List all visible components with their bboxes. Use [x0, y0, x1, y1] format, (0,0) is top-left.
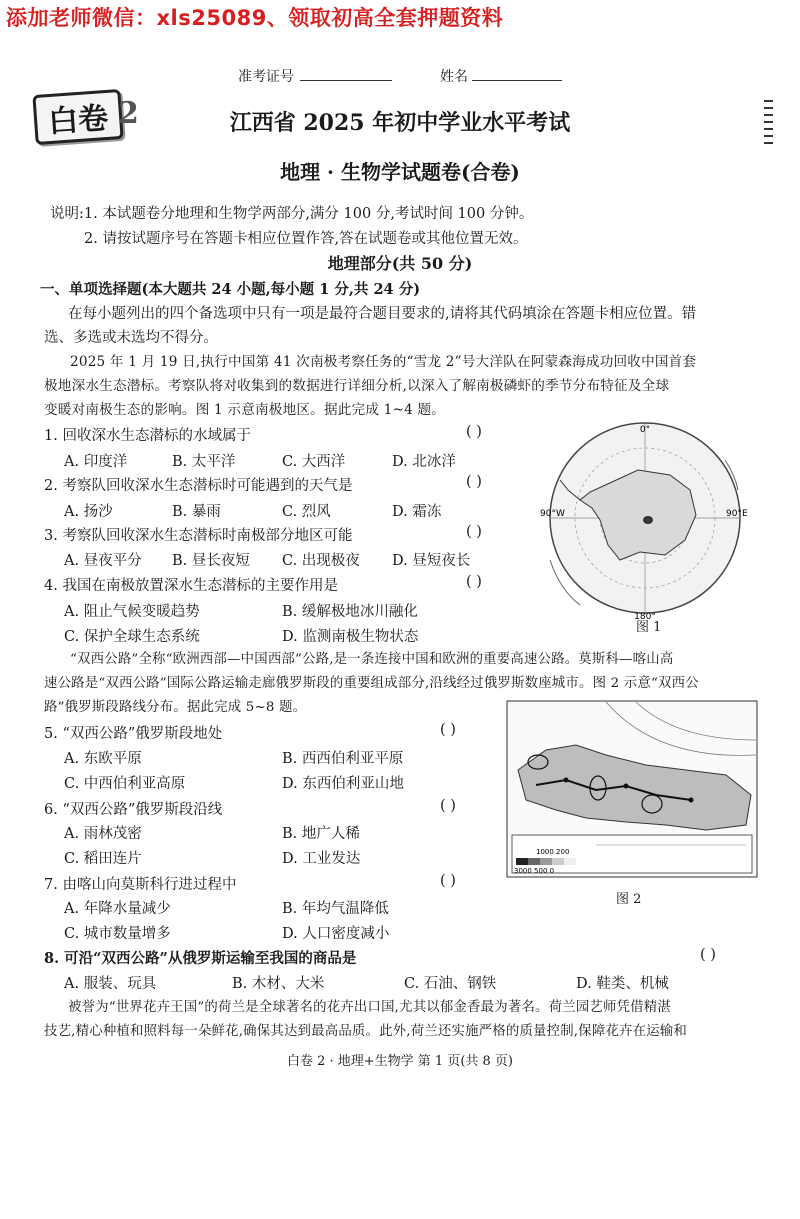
q4-option-b: B. 缓解极地冰川融化 — [282, 604, 418, 620]
figure-2-russia-route-map — [506, 700, 758, 878]
q5-option-a: A. 东欧平原 — [64, 751, 142, 767]
q2-answer-paren: ( ) — [466, 474, 482, 490]
passage2-line-2: 速公路是“双西公路”国际公路运输走廊俄罗斯段的重要组成部分,沿线经过俄罗斯数座城市。图 2 示意“双西公 — [44, 676, 699, 691]
paper-badge-number: 2 — [118, 96, 139, 131]
q3-answer-paren: ( ) — [466, 524, 482, 540]
page-footer: 白卷 2 · 地理+生物学 第 1 页(共 8 页) — [286, 1054, 514, 1069]
q6-option-b: B. 地广人稀 — [282, 826, 360, 842]
q7-answer-paren: ( ) — [440, 873, 456, 889]
q5-option-c: C. 中西伯利亚高原 — [64, 776, 186, 792]
q3-option-d: D. 昼短夜长 — [392, 553, 471, 569]
candidate-id-label: 准考证号 — [238, 69, 294, 85]
figure-1-caption: 图 1 — [636, 620, 662, 635]
passage3-line-1: 被誉为“世界花卉王国”的荷兰是全球著名的花卉出口国,尤其以郁金香最为著名。荷兰园艺师凭借精湛 — [68, 1000, 671, 1015]
note-line-1: 说明:1. 本试题卷分地理和生物学两部分,满分 100 分,考试时间 100 分钟。 — [50, 206, 534, 222]
q2-option-a: A. 扬沙 — [64, 504, 113, 520]
fig1-label-90e: 90°E — [726, 509, 748, 519]
q1-option-b: B. 太平洋 — [172, 454, 236, 470]
passage3-line-2: 技艺,精心种植和照料每一朵鲜花,确保其达到最高品质。此外,荷兰还实施严格的质量控制,保障花卉在运输和 — [44, 1024, 687, 1039]
q4-answer-paren: ( ) — [466, 574, 482, 590]
candidate-name-field[interactable] — [472, 66, 562, 81]
q2-option-c: C. 烈风 — [282, 504, 331, 520]
candidate-id-field[interactable] — [300, 66, 392, 81]
q3-option-a: A. 昼夜平分 — [64, 553, 142, 569]
figure-1-antarctica-map — [520, 420, 770, 620]
passage2-line-1: “双西公路”全称“欧洲西部—中国西部”公路,是一条连接中国和欧洲的重要高速公路。莫斯科—喀山高 — [70, 652, 674, 667]
q8-option-b: B. 木材、大米 — [232, 976, 325, 992]
passage1-line-3: 变暖对南极生态的影响。图 1 示意南极地区。据此完成 1~4 题。 — [44, 402, 446, 418]
candidate-name-label: 姓名 — [440, 69, 468, 85]
q5-option-d: D. 东西伯利亚山地 — [282, 776, 404, 792]
q8-option-d: D. 鞋类、机械 — [576, 976, 669, 992]
q4-option-d: D. 监测南极生物状态 — [282, 629, 419, 645]
paper-badge: 白卷 — [32, 89, 123, 145]
q4-stem: 4. 我国在南极放置深水生态潜标的主要作用是 — [44, 578, 338, 594]
fig1-label-0: 0° — [639, 425, 651, 435]
q1-stem: 1. 回收深水生态潜标的水域属于 — [44, 428, 251, 444]
q1-option-d: D. 北冰洋 — [392, 454, 456, 470]
q3-option-b: B. 昼长夜短 — [172, 553, 250, 569]
q8-stem: 8. 可沿“双西公路”从俄罗斯运输至我国的商品是 — [44, 950, 357, 967]
fig2-scale-bottom: 3000 500 0 — [514, 867, 555, 875]
q1-option-a: A. 印度洋 — [64, 454, 128, 470]
promo-banner: 添加老师微信：xls25089、领取初高全套押题资料 — [6, 6, 504, 30]
part1-instruction-2: 选、多选或未选均不得分。 — [44, 330, 218, 346]
q1-option-c: C. 大西洋 — [282, 454, 346, 470]
part1-instruction-1: 在每小题列出的四个备选项中只有一项是最符合题目要求的,请将其代码填涂在答题卡相应位置。错 — [68, 306, 697, 322]
figure-2-caption: 图 2 — [616, 892, 642, 907]
q1-answer-paren: ( ) — [466, 424, 482, 440]
section-title: 地理部分(共 50 分) — [327, 254, 473, 273]
q6-stem: 6. “双西公路”俄罗斯段沿线 — [44, 802, 223, 818]
q2-stem: 2. 考察队回收深水生态潜标时可能遇到的天气是 — [44, 478, 353, 494]
q4-option-a: A. 阻止气候变暖趋势 — [64, 604, 200, 620]
q6-answer-paren: ( ) — [440, 798, 456, 814]
exam-title: 江西省 2025 年初中学业水平考试 — [229, 110, 571, 136]
passage2-line-3: 路”俄罗斯段路线分布。据此完成 5~8 题。 — [44, 700, 307, 715]
fig1-label-90w: 90°W — [540, 509, 565, 519]
q7-option-c: C. 城市数量增多 — [64, 926, 171, 942]
fig1-label-180: 180° — [634, 612, 656, 620]
q6-option-a: A. 雨林茂密 — [64, 826, 142, 842]
q8-option-c: C. 石油、钢铁 — [404, 976, 497, 992]
passage1-line-1: 2025 年 1 月 19 日,执行中国第 41 次南极考察任务的“雪龙 2”号大洋队在阿蒙森海成功回收中国首套 — [70, 354, 697, 370]
q7-option-a: A. 年降水量减少 — [64, 901, 171, 917]
note-line-2: 2. 请按试题序号在答题卡相应位置作答,答在试题卷或其他位置无效。 — [84, 231, 528, 247]
q7-option-d: D. 人口密度减小 — [282, 926, 390, 942]
q5-answer-paren: ( ) — [440, 722, 456, 738]
q5-stem: 5. “双西公路”俄罗斯段地处 — [44, 726, 223, 742]
q7-option-b: B. 年均气温降低 — [282, 901, 389, 917]
q3-stem: 3. 考察队回收深水生态潜标时南极部分地区可能 — [44, 528, 353, 544]
exam-subtitle: 地理 · 生物学试题卷(合卷) — [280, 160, 520, 184]
part1-heading: 一、单项选择题(本大题共 24 小题,每小题 1 分,共 24 分) — [40, 281, 421, 298]
q7-stem: 7. 由喀山向莫斯科行进过程中 — [44, 877, 237, 893]
q8-answer-paren: ( ) — [700, 947, 716, 963]
q2-option-b: B. 暴雨 — [172, 504, 221, 520]
q6-option-c: C. 稻田连片 — [64, 851, 142, 867]
q2-option-d: D. 霜冻 — [392, 504, 442, 520]
q3-option-c: C. 出现极夜 — [282, 553, 360, 569]
q8-option-a: A. 服装、玩具 — [64, 976, 157, 992]
q5-option-b: B. 西西伯利亚平原 — [282, 751, 404, 767]
q6-option-d: D. 工业发达 — [282, 851, 361, 867]
passage1-line-2: 极地深水生态潜标。考察队将对收集到的数据进行详细分析,以深入了解南极磷虾的季节分布特征及全球 — [44, 378, 670, 394]
q4-option-c: C. 保护全球生态系统 — [64, 629, 200, 645]
fig2-scale-top: 1000 200 — [536, 848, 570, 856]
